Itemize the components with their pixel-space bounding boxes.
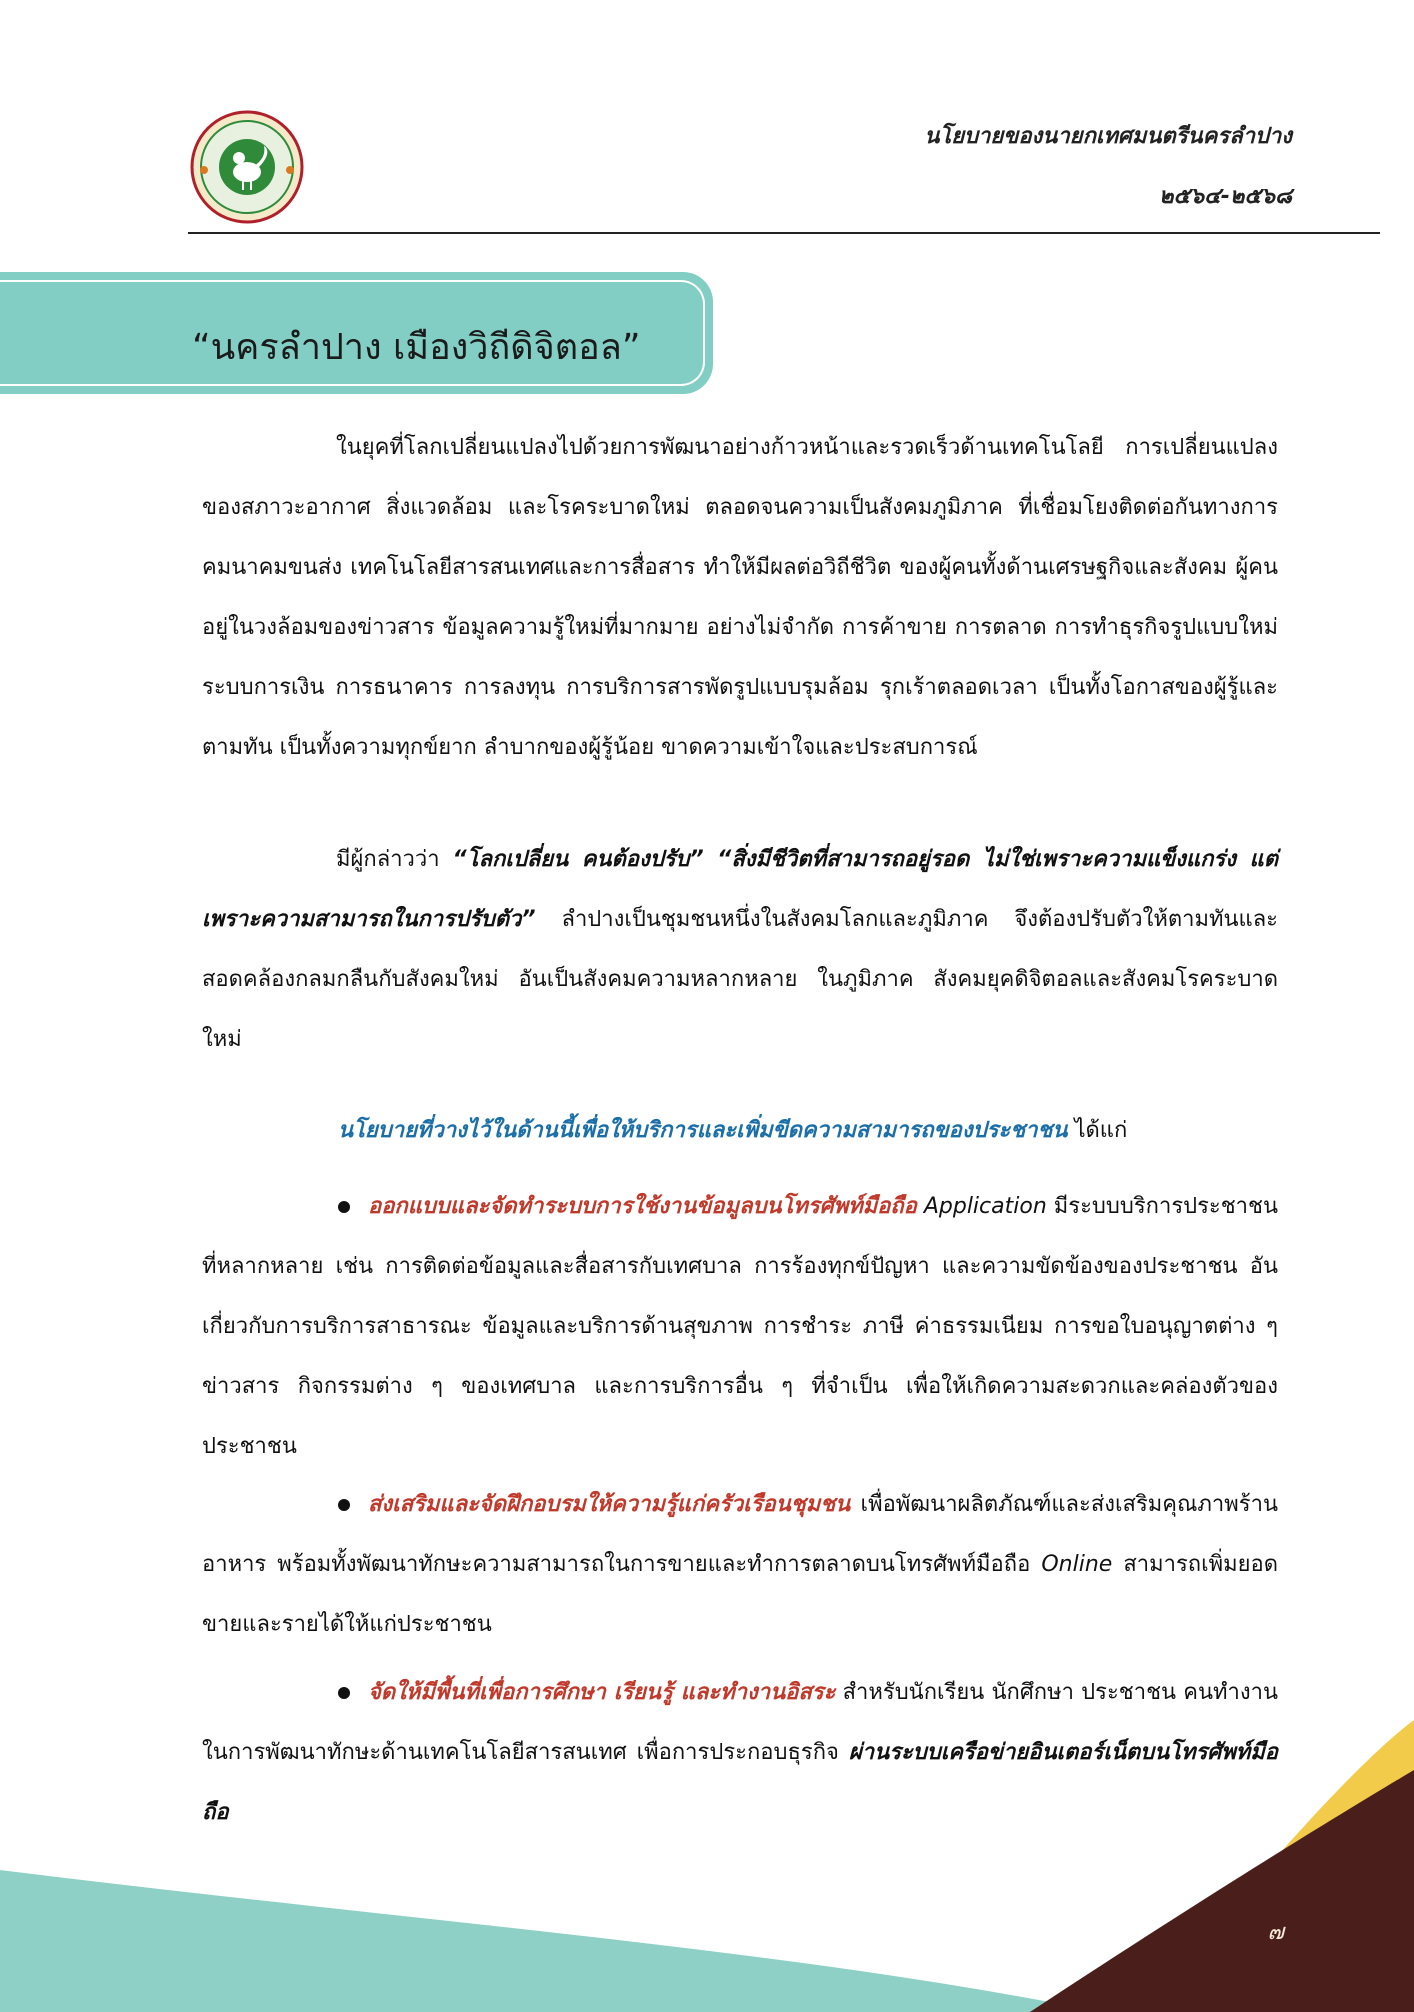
bullet-2-text-before: เพื่อพัฒนาผลิตภัณฑ์และส่งเสริมคุณภาพร้านอาหาร พร้อมทั้งพัฒนาทักษะความสามารถในการขายและทำการตลาดบนโทรศัพท์มือถือ <box>202 1492 1278 1577</box>
bullet-3-text: สำหรับนักเรียน นักศึกษา ประชาชน คนทำงาน ในการพัฒนาทักษะด้านเทคโนโลยีสารสนเทศ เพื่อการประกอบธุรกิจ <box>202 1680 1278 1765</box>
bullet-1-latin: Application <box>923 1194 1047 1219</box>
policy-heading-line <box>338 1112 1127 1147</box>
bullet-icon <box>338 1201 350 1213</box>
bullet-icon <box>338 1499 350 1511</box>
bullet-2-text-after: สามารถเพิ่มยอดขายและรายได้ให้แก่ประชาชน <box>202 1552 1279 1637</box>
footer-teal-band <box>0 1870 1100 2012</box>
policy-bullet-1 <box>202 1177 1278 1477</box>
bullet-icon <box>338 1687 350 1699</box>
policy-heading: นโยบายที่วางไว้ในด้านนี้เพื่อให้บริการและเพิ่มขีดความสามารถของประชาชน <box>338 1118 1068 1143</box>
bullet-1-text: มีระบบบริการประชาชนที่หลากหลาย เช่น การติดต่อข้อมูลและสื่อสารกับเทศบาล การร้องทุกข์ปัญหา และความขัดข้องของประชาชน อันเกี่ยวกับการบริการสาธารณะ ข้อมูลและบริการด้านสุขภาพ การชำระ ภาษี ค่าธรรมเนียม การขอใบอนุญาตต่าง ๆ ข่าวสาร กิจกรรมต่าง ๆ ของเทศบาล และการบริการอื่น ๆ ที่จำเป็น เพื่อให้เกิดความสะดวกและคล่องตัวของประชาชน <box>202 1194 1278 1459</box>
policy-heading-suffix: ได้แก่ <box>1074 1118 1128 1143</box>
municipality-logo <box>190 110 304 224</box>
bullet-1-heading: ออกแบบและจัดทำระบบการใช้งานข้อมูลบนโทรศัพท์มือถือ <box>368 1194 917 1219</box>
policy-bullet-2 <box>202 1475 1278 1655</box>
bullet-2-heading: ส่งเสริมและจัดฝึกอบรมให้ความรู้แก่ครัวเรือนชุมชน <box>368 1492 851 1517</box>
bullet-2-latin: Online <box>1041 1552 1113 1577</box>
page-number: ๗ <box>1267 1920 1284 1945</box>
section-title: “นครลำปาง เมืองวิถีดิจิตอล” <box>192 327 641 368</box>
policy-bullet-3 <box>202 1663 1278 1843</box>
quote-paragraph <box>202 830 1278 1070</box>
document-header-years: ๒๕๖๔-๒๕๖๘ <box>1159 184 1292 209</box>
header-divider <box>188 232 1380 234</box>
bullet-3-emphasis: ผ่านระบบเครือข่ายอินเตอร์เน็ตบนโทรศัพท์มือถือ <box>202 1740 1278 1825</box>
bullet-3-heading: จัดให้มีพื้นที่เพื่อการศึกษา เรียนรู้ และทำงานอิสระ <box>368 1680 836 1705</box>
quote-intro: มีผู้กล่าวว่า <box>336 847 440 872</box>
quote-rest: ลำปางเป็นชุมชนหนึ่งในสังคมโลกและภูมิภาค จึงต้องปรับตัวให้ตามทันและสอดคล้องกลมกลืนกับสังคมใหม่ อันเป็นสังคมความหลากหลาย ในภูมิภาค สังคมยุคดิจิตอลและสังคมโรคระบาดใหม่ <box>202 907 1278 1052</box>
document-header-title: นโยบายของนายกเทศมนตรีนครลำปาง <box>924 124 1292 149</box>
quote-text: “โลกเปลี่ยน คนต้องปรับ” “สิ่งมีชีวิตที่สามารถอยู่รอด ไม่ใช่เพราะความแข็งแกร่ง แต่เพราะความสามารถในการปรับตัว” <box>202 847 1278 932</box>
intro-paragraph: ในยุคที่โลกเปลี่ยนแปลงไปด้วยการพัฒนาอย่างก้าวหน้าและรวดเร็วด้านเทคโนโลยี การเปลี่ยนแปลงของสภาวะอากาศ สิ่งแวดล้อม และโรคระบาดใหม่ ตลอดจนความเป็นสังคมภูมิภาค ที่เชื่อมโยงติดต่อกันทางการคมนาคมขนส่ง เทคโนโลยีสารสนเทศและการสื่อสาร ทำให้มีผลต่อวิถีชีวิต ของผู้คนทั้งด้านเศรษฐกิจและสังคม ผู้คนอยู่ในวงล้อมของข่าวสาร ข้อมูลความรู้ใหม่ที่มากมาย อย่างไม่จำกัด การค้าขาย การตลาด การทำธุรกิจรูปแบบใหม่ ระบบการเงิน การธนาคาร การลงทุน การบริการสารพัดรูปแบบรุมล้อม รุกเร้าตลอดเวลา เป็นทั้งโอกาสของผู้รู้และตามทัน เป็นทั้งความทุกข์ยาก ลำบากของผู้รู้น้อย ขาดความเข้าใจและประสบการณ์ <box>202 435 1278 760</box>
